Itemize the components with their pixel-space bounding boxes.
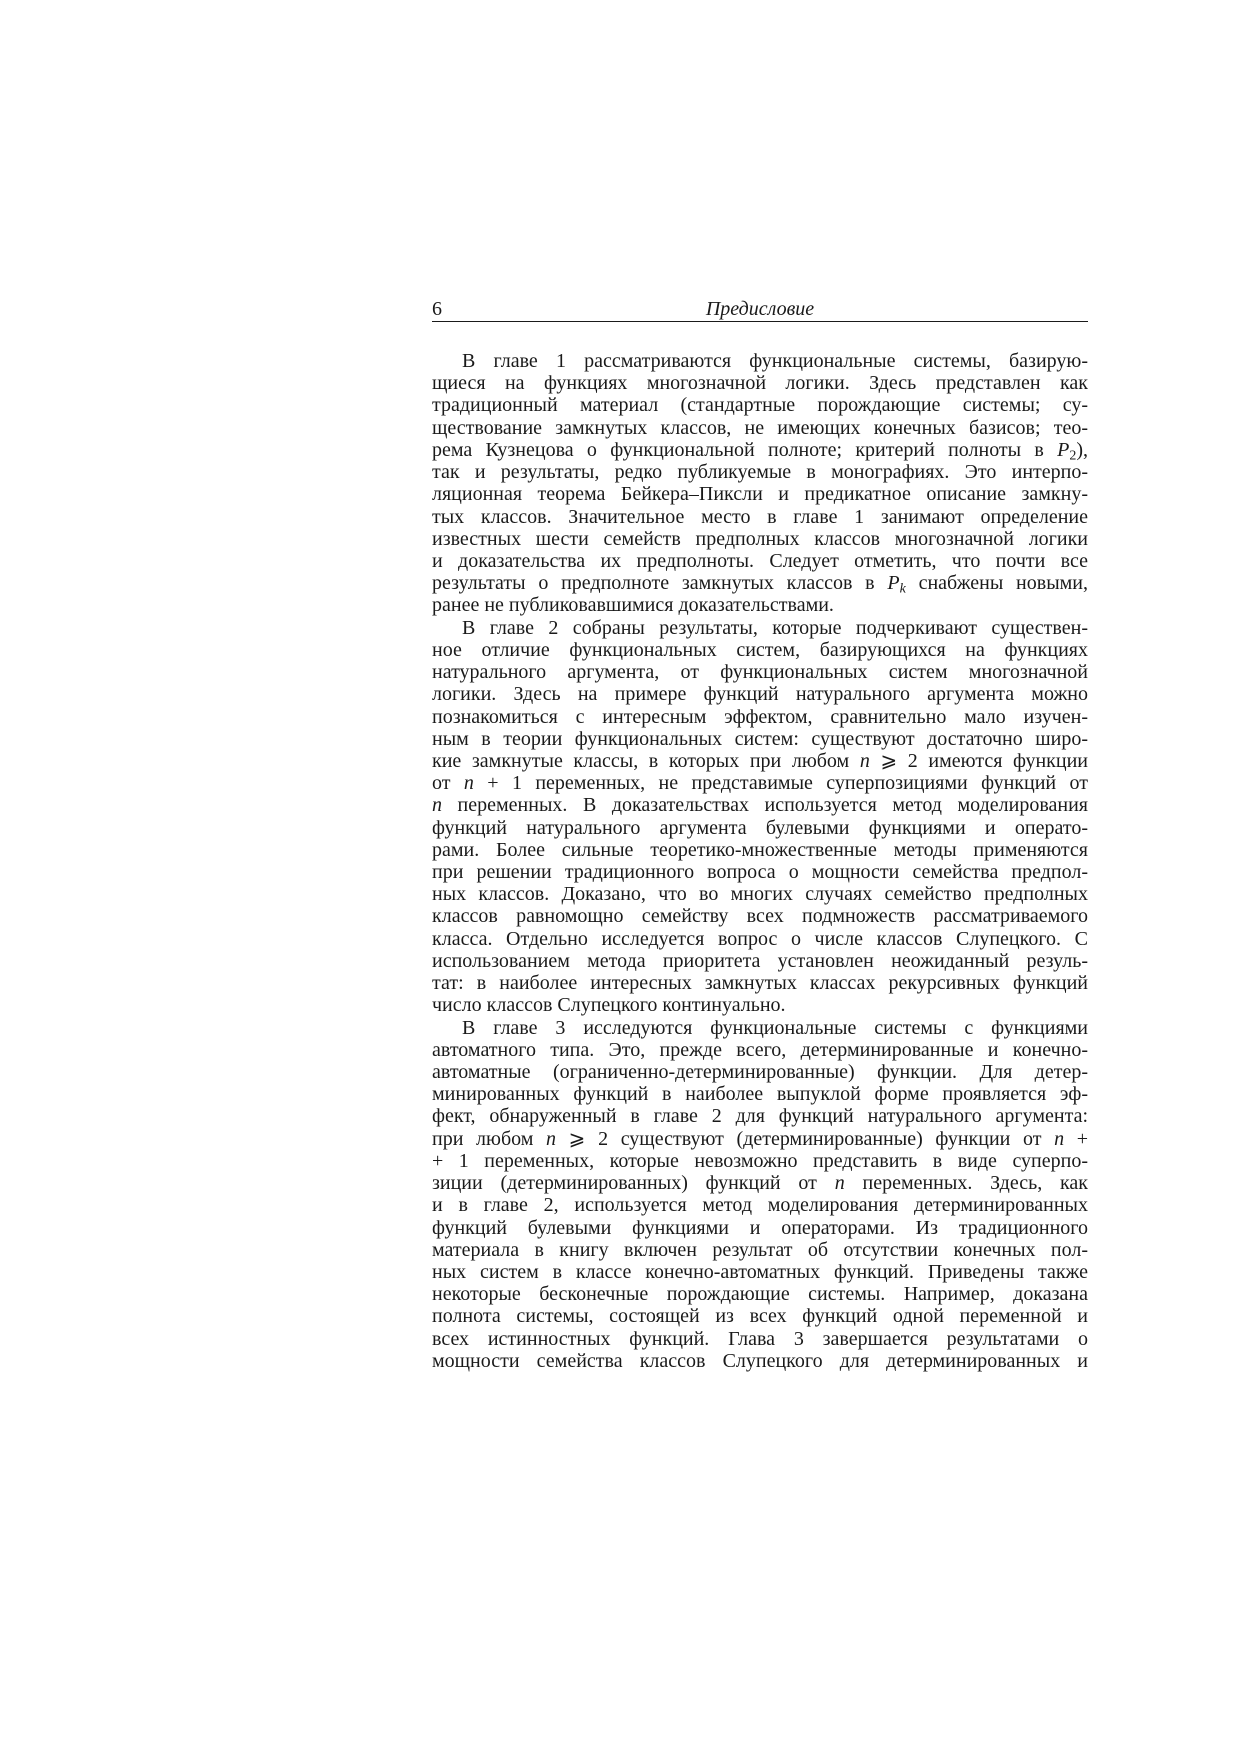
text-line: тат: в наиболее интересных замкнутых классах рекурсивных функций — [432, 972, 1088, 995]
text-line: и в главе 2, используется метод моделирования детерминированных — [432, 1194, 1088, 1217]
text-line: так и результаты, редко публикуемые в монографиях. Это интерпо- — [432, 461, 1088, 484]
text-line: от n + 1 переменных, не представимые суперпозициями функций от — [432, 772, 1088, 795]
text-line: рами. Более сильные теоретико-множественные методы применяются — [432, 838, 1088, 861]
text-line: результаты о предполноте замкнутых классов в Pk снабжены новыми, — [432, 572, 1088, 597]
paragraph — [432, 1017, 1088, 1373]
text-line: рема Кузнецова о функциональной полноте; критерий полноты в $P_2$), — [432, 438, 1088, 464]
text-line: полнота системы, состоящей из всех функций одной переменной и — [432, 1305, 1088, 1328]
text-line: логики. Здесь на примере функций натурального аргумента можно — [432, 683, 1088, 706]
text-line: познакомиться с интересным эффектом, сравнительно мало изучен- — [432, 705, 1088, 728]
text-line: при решении традиционного вопроса о мощности семейства предпол- — [432, 861, 1088, 884]
text-line: традиционный материал (стандартные порождающие системы; су- — [432, 394, 1088, 417]
math-variable: n — [432, 794, 442, 817]
math-variable: n — [834, 1172, 845, 1195]
text-line: ным в теории функциональных систем: существуют достаточно широ- — [432, 727, 1088, 750]
text-line: всех истинностных функций. Глава 3 завершается результатами о — [432, 1327, 1088, 1350]
text-line: число классов Слупецкого континуально. — [432, 994, 786, 1017]
math-variable: P — [1057, 438, 1070, 461]
running-title: Предисловие — [705, 298, 815, 320]
text-line: зиции (детерминированных) функций от n переменных. Здесь, как — [432, 1172, 1088, 1195]
text-line: использованием метода приоритета установлен неожиданный резуль- — [432, 949, 1088, 972]
text-line: функций булевыми функциями и операторами. Из традиционного — [432, 1216, 1088, 1239]
math-variable: n — [546, 1127, 557, 1150]
text-line: ное отличие функциональных систем, базирующихся на функциях — [432, 638, 1088, 661]
text-line: + 1 переменных, которые невозможно представить в виде суперпо- — [432, 1149, 1088, 1172]
text-line: ществование замкнутых классов, не имеющих конечных базисов; тео- — [432, 416, 1088, 439]
text-line: автоматного типа. Это, прежде всего, детерминированные и конечно- — [432, 1038, 1088, 1061]
body-text — [432, 350, 1088, 1372]
running-header — [432, 298, 1088, 320]
text-line: ных классов. Доказано, что во многих случаях семейство предполных — [432, 883, 1088, 906]
text-line: известных шести семейств предполных классов многозначной логики — [432, 527, 1088, 550]
text-line: фект, обнаруженный в главе 2 для функций натурального аргумента: — [432, 1105, 1088, 1128]
text-line: автоматные (ограниченно-детерминированные) функции. Для детер- — [432, 1061, 1088, 1083]
text-line: тых классов. Значительное место в главе 1 занимают определение — [432, 505, 1088, 528]
text-line: и доказательства их предполноты. Следует отметить, что почти все — [432, 549, 1088, 572]
math-variable: P — [887, 572, 900, 595]
paragraph — [432, 350, 1088, 617]
text-line: при любом n ⩾ 2 существуют (детерминированные) функции от n + — [432, 1127, 1089, 1150]
math-subscript: k — [899, 581, 906, 597]
page-number: 6 — [432, 298, 442, 320]
text-line: ляционная теорема Бейкера–Пиксли и предикатное описание замкну- — [432, 483, 1088, 506]
text-line: натурального аргумента, от функциональных систем многозначной — [432, 661, 1088, 684]
text-line: ных систем в классе конечно-автоматных функций. Приведены также — [432, 1260, 1088, 1283]
text-line: функций натурального аргумента булевыми функциями и операто- — [432, 816, 1088, 839]
text-line: n переменных. В доказательствах используется метод моделирования — [432, 794, 1088, 817]
text-line: щиеся на функциях многозначной логики. Здесь представлен как — [432, 372, 1088, 395]
math-variable: n — [859, 749, 870, 772]
text-line: материала в книгу включен результат об отсутствии конечных пол- — [432, 1238, 1088, 1261]
paragraph — [432, 617, 1088, 1017]
text-line: класса. Отдельно исследуется вопрос о числе классов Слупецкого. С — [432, 927, 1088, 950]
math-variable: n — [463, 772, 474, 795]
text-line: минированных функций в наиболее выпуклой форме проявляется эф- — [432, 1083, 1088, 1106]
text-line: В главе 1 рассматриваются функциональные системы, базирую- — [462, 350, 1088, 372]
text-line: ранее не публиковавшимися доказательствами. — [432, 594, 834, 617]
header-rule — [432, 321, 1088, 322]
math-variable: n — [1054, 1127, 1065, 1150]
text-line: классов равномощно семейству всех подмножеств рассматриваемого — [432, 905, 1088, 928]
text-line: мощности семейства классов Слупецкого для детерминированных и — [432, 1349, 1088, 1372]
text-line: некоторые бесконечные порождающие системы. Например, доказана — [432, 1283, 1088, 1306]
text-line: В главе 2 собраны результаты, которые подчеркивают существен- — [462, 616, 1088, 639]
math-subscript: 2 — [1069, 448, 1077, 464]
text-line: В главе 3 исследуются функциональные системы с функциями — [462, 1016, 1088, 1039]
text-line: кие замкнутые классы, в которых при любом n ⩾ 2 имеются функции — [432, 749, 1088, 772]
